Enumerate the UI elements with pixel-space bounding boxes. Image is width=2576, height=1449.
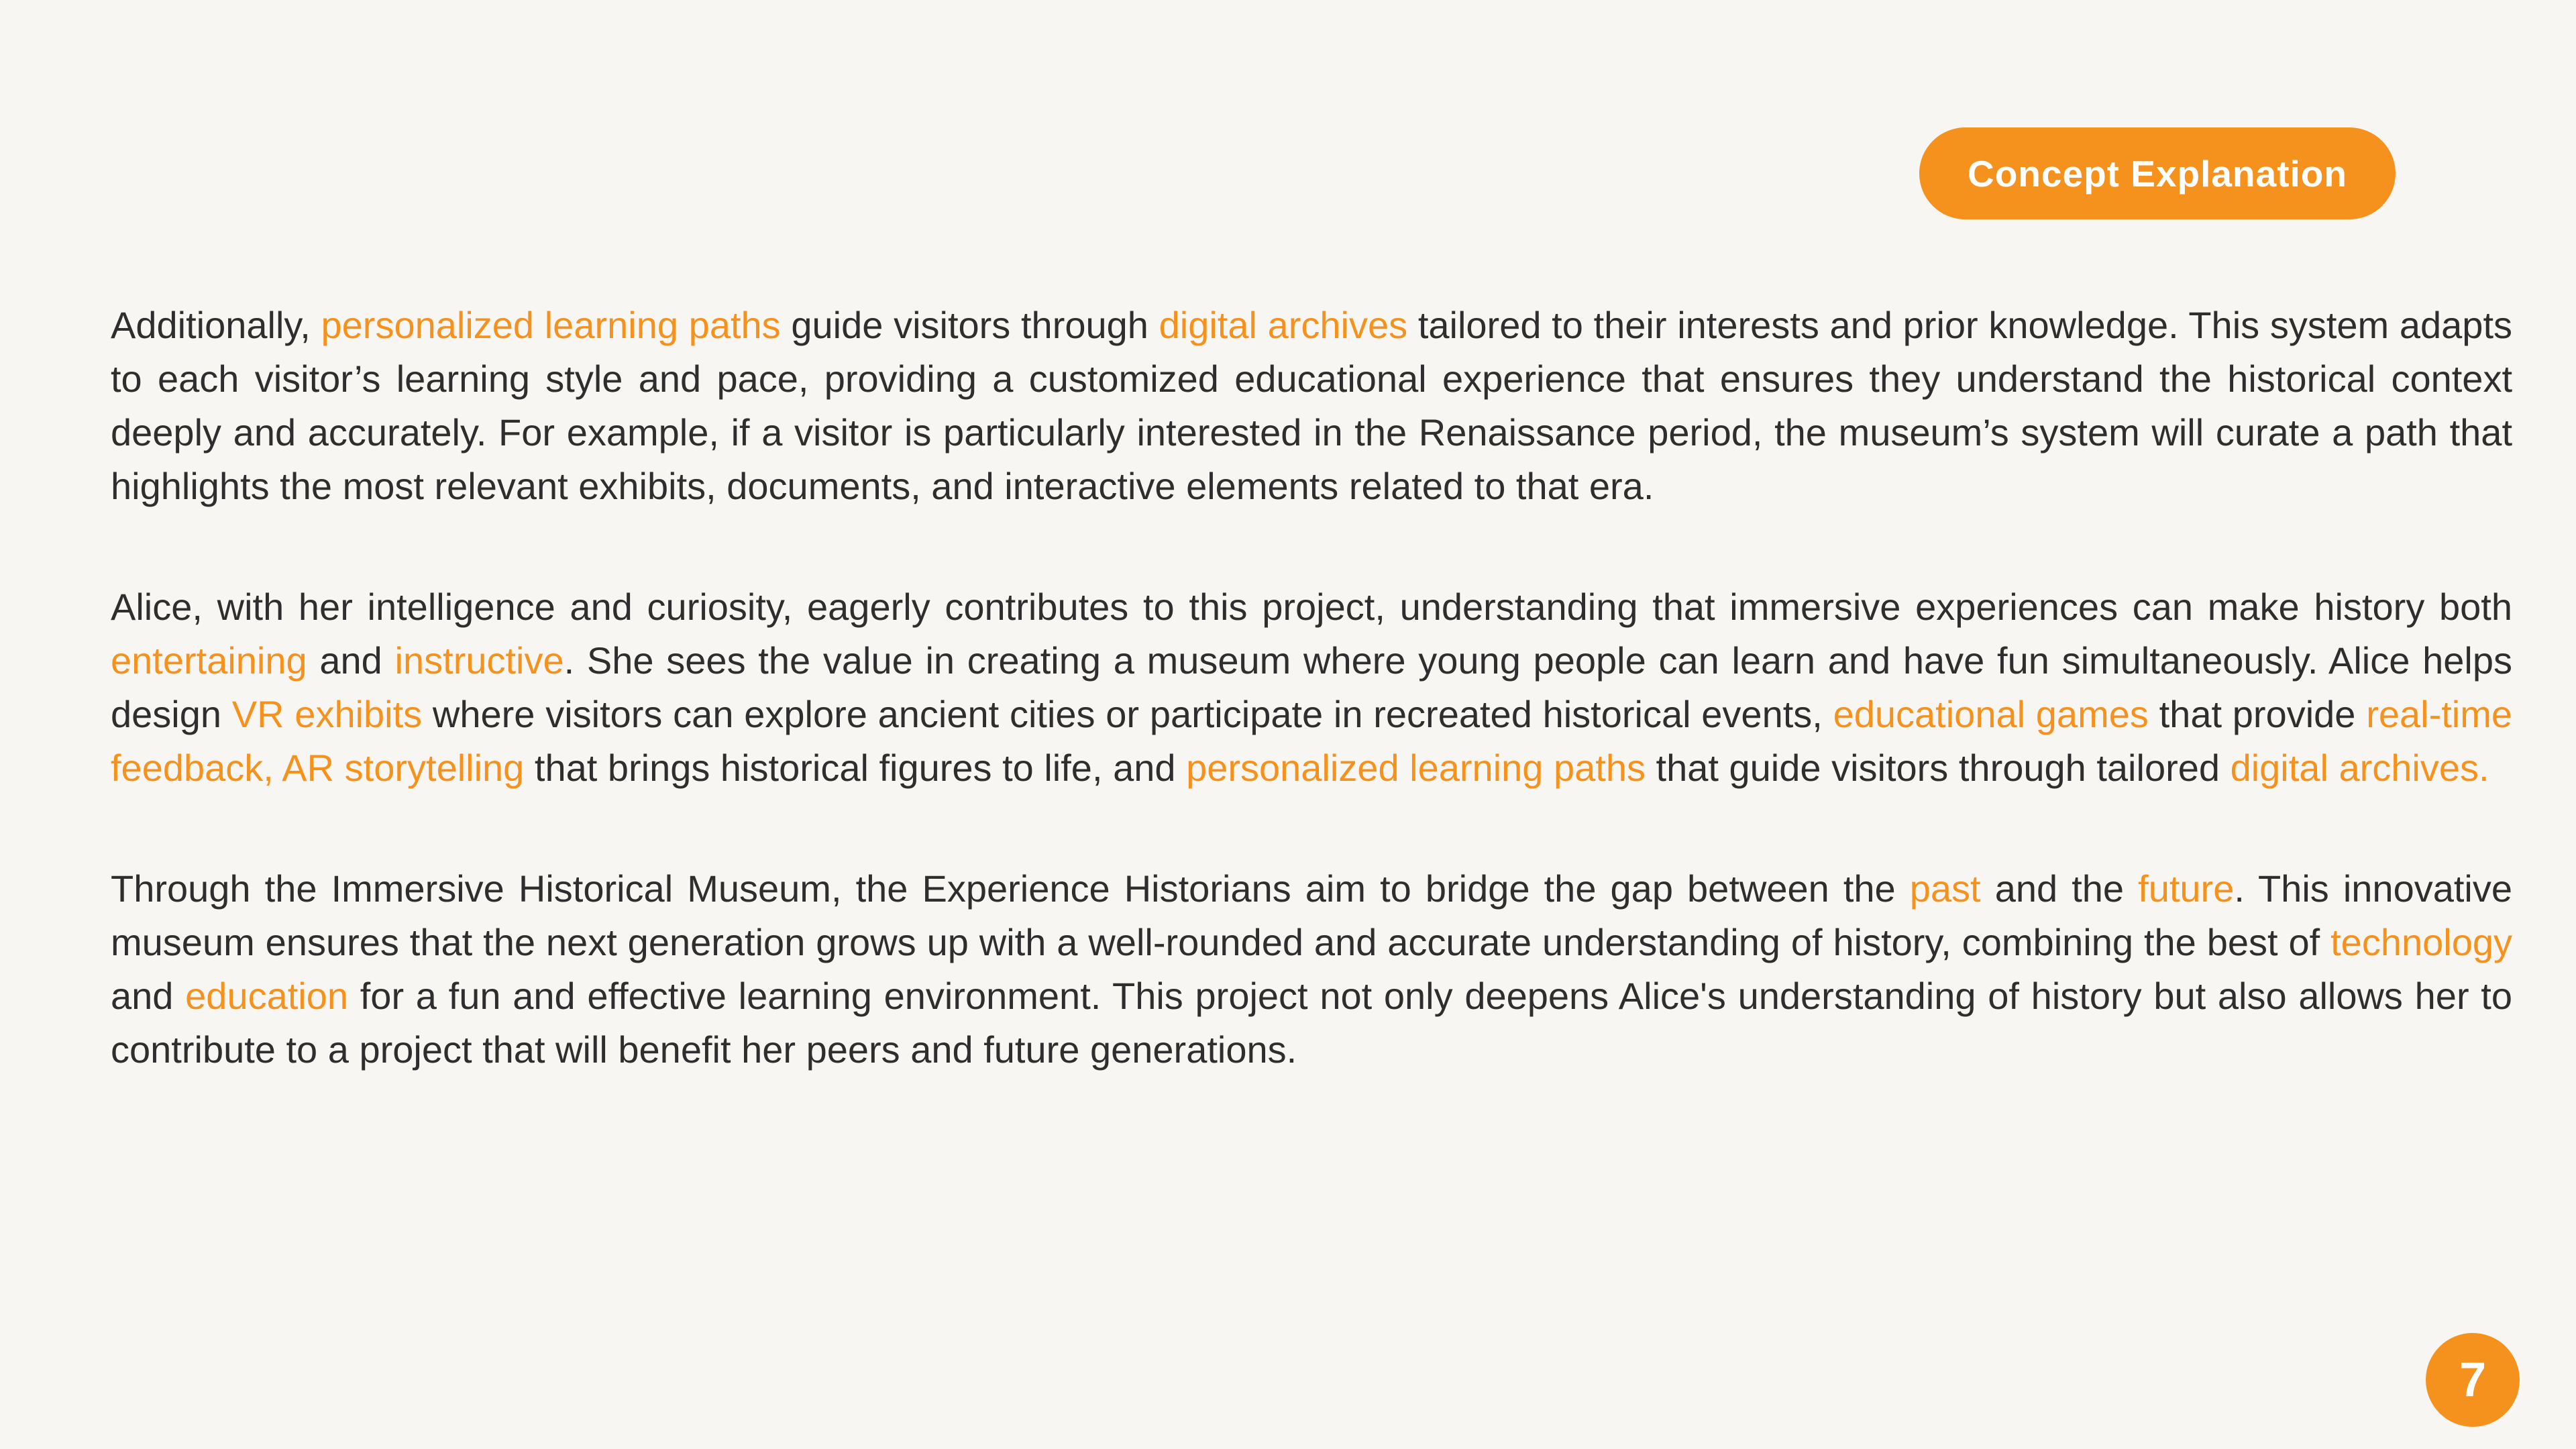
highlighted-phrase: technology	[2330, 921, 2512, 963]
text-run: that guide visitors through tailored	[1645, 747, 2231, 789]
paragraph-1	[111, 299, 2512, 513]
highlighted-phrase: past	[1909, 867, 1981, 910]
highlighted-phrase: VR exhibits	[231, 693, 423, 735]
text-run: for a fun and effective learning environment. This project not only deepens Alice's understanding of history but also allows her to contribute to a project that will benefit her peers and future generations.	[111, 975, 2513, 1071]
highlighted-phrase: education	[185, 975, 349, 1017]
highlighted-phrase: personalized learning paths	[321, 304, 781, 346]
highlighted-phrase: future	[2138, 867, 2235, 910]
paragraph-3	[111, 862, 2512, 1077]
text-run: where visitors can explore ancient cities or participate in recreated historical events,	[422, 693, 1833, 735]
paragraph-2	[111, 580, 2512, 795]
text-run: guide visitors through	[780, 304, 1159, 346]
text-run: that provide	[2148, 693, 2367, 735]
text-run: and the	[1980, 867, 2139, 910]
page-number-badge	[2426, 1333, 2520, 1427]
highlighted-phrase: digital archives	[1159, 304, 1408, 346]
highlighted-phrase: instructive	[394, 639, 564, 682]
text-run: tailored to their interests and prior knowledge. This system adapts to each visitor’s learning style and pace, providing a customized educational experience that ensures they understand the historical context deeply and accurately. For example, if a visitor is particularly interested in the Renaissance period, the museum’s system will curate a path that highlights the most relevant exhibits, documents, and interactive elements related to that era.	[111, 304, 2513, 507]
text-run: . She sees the value in creating a museum where young people can learn and have fun simultaneously. Alice helps design	[111, 639, 2512, 735]
highlighted-phrase: real-time feedback, AR storytelling	[111, 693, 2513, 789]
slide-content	[111, 299, 2512, 1144]
text-run: and	[307, 639, 395, 682]
text-run: . This innovative museum ensures that the next generation grows up with a well-rounded and accurate understanding of history, combining the best of	[111, 867, 2512, 963]
highlighted-phrase: entertaining	[111, 639, 307, 682]
text-run: that brings historical figures to life, and	[524, 747, 1187, 789]
text-run: Additionally,	[111, 304, 321, 346]
text-run: Through the Immersive Historical Museum, the Experience Historians aim to bridge the gap between the	[111, 867, 1910, 910]
highlighted-phrase: digital archives.	[2230, 747, 2489, 789]
highlighted-phrase: educational games	[1833, 693, 2149, 735]
text-run: Alice, with her intelligence and curiosity, eagerly contributes to this project, understanding that immersive experiences can make history both	[111, 586, 2512, 628]
concept-explanation-badge	[1919, 127, 2396, 219]
text-run: and	[111, 975, 186, 1017]
page-number: 7	[2459, 1353, 2487, 1407]
badge-label: Concept Explanation	[1968, 152, 2347, 195]
highlighted-phrase: personalized learning paths	[1186, 747, 1646, 789]
